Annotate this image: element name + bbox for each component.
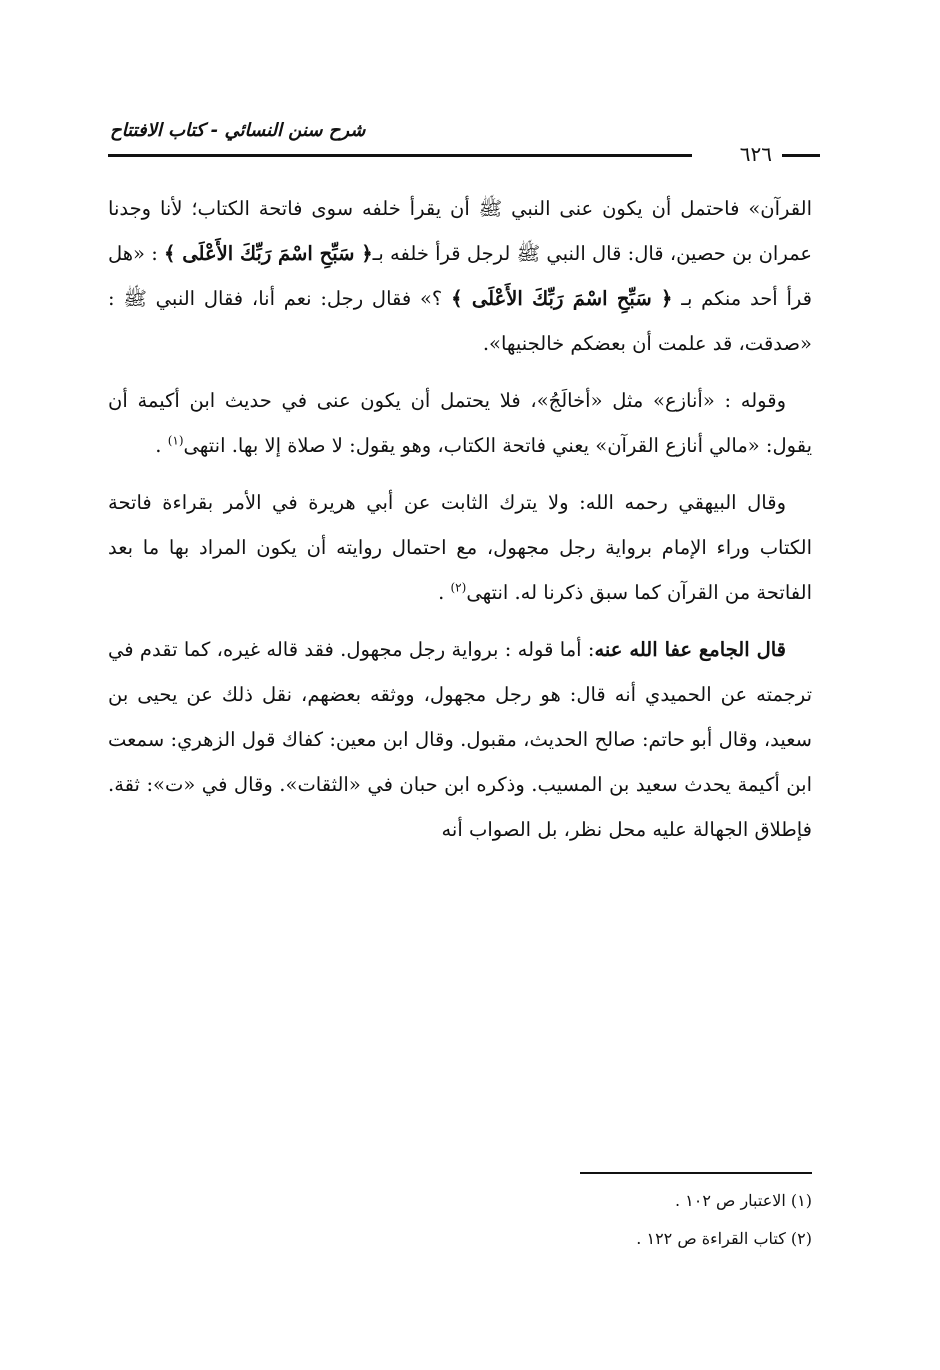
paragraph-3 xyxy=(108,480,812,615)
paragraph-text: . xyxy=(438,581,451,604)
paragraph-4 xyxy=(108,627,812,852)
footnote-rule xyxy=(580,1172,812,1174)
footnote-1: (١) الاعتبار ص ١٠٢ . xyxy=(674,1191,812,1210)
footnote-ref: (٢) xyxy=(450,580,467,595)
paragraph-text: : «هل قرأ أحد منكم بـ xyxy=(108,242,812,310)
paragraph-text: . xyxy=(155,434,168,457)
quran-verse: ﴿ سَبِّحِ اسْمَ رَبِّكَ الأَعْلَى ﴾ xyxy=(164,242,373,265)
page-header xyxy=(108,120,820,164)
main-text xyxy=(108,186,812,864)
footnote-2: (٢) كتاب القراءة ص ١٢٢ . xyxy=(636,1229,812,1248)
paragraph-2 xyxy=(108,378,812,468)
paragraph-text: وقال البيهقي رحمه الله: ولا يترك الثابت عن أبي هريرة في الأمر بقراءة فاتحة الكتاب وراء الإمام برواية رجل مجهول، مع احتمال روايته أن يكون المراد بها ما بعد الفاتحة من القرآن كما سبق ذكرنا له. انتهى xyxy=(108,491,812,604)
paragraph-text: وقوله : «أنازع» مثل «أخالَجُ»، فلا يحتمل أن يكون عنى في حديث ابن أكيمة أن يقول: «مالي أنازع القرآن» يعني فاتحة الكتاب، وهو يقول: لا صلاة إلا بها. انتهى xyxy=(108,389,812,457)
header-rule xyxy=(108,154,692,157)
page-number: ٦٢٦ xyxy=(739,142,772,166)
quran-verse: ﴿ سَبِّحِ اسْمَ رَبِّكَ الأَعْلَى ﴾ xyxy=(451,287,673,310)
page-number-dash xyxy=(782,154,820,157)
paragraph-1 xyxy=(108,186,812,366)
author-lead: قال الجامع عفا الله عنه xyxy=(594,638,786,661)
running-title: شرح سنن النسائي - كتاب الافتتاح xyxy=(110,120,366,141)
paragraph-text: : أما قوله : برواية رجل مجهول. فقد قاله غيره، كما تقدم في ترجمته عن الحميدي أنه قال: هو رجل مجهول، ووثقه بعضهم، نقل ذلك عن يحيى بن سعيد، وقال أبو حاتم: صالح الحديث، مقبول. وقال ابن معين: كفاك قول الزهري: سمعت ابن أكيمة يحدث سعيد بن المسيب. وذكره ابن حبان في «الثقات». وقال في «ت»: ثقة. فإطلاق الجهالة عليه محل نظر، بل الصواب أنه xyxy=(108,638,812,841)
footnotes xyxy=(212,1182,812,1258)
footnote-ref: (١) xyxy=(167,433,184,448)
paragraph-text: القرآن» فاحتمل أن يكون عنى النبي ﷺ أن يقرأ خلفه سوى فاتحة الكتاب؛ لأنا وجدنا عمران بن حصين، قال: قال النبي ﷺ لرجل قرأ خلفه بـ xyxy=(108,197,812,265)
paragraph-text: ؟» فقال رجل: نعم أنا، فقال النبي ﷺ : «صدقت، قد علمت أن بعضكم خالجنيها». xyxy=(108,287,812,355)
